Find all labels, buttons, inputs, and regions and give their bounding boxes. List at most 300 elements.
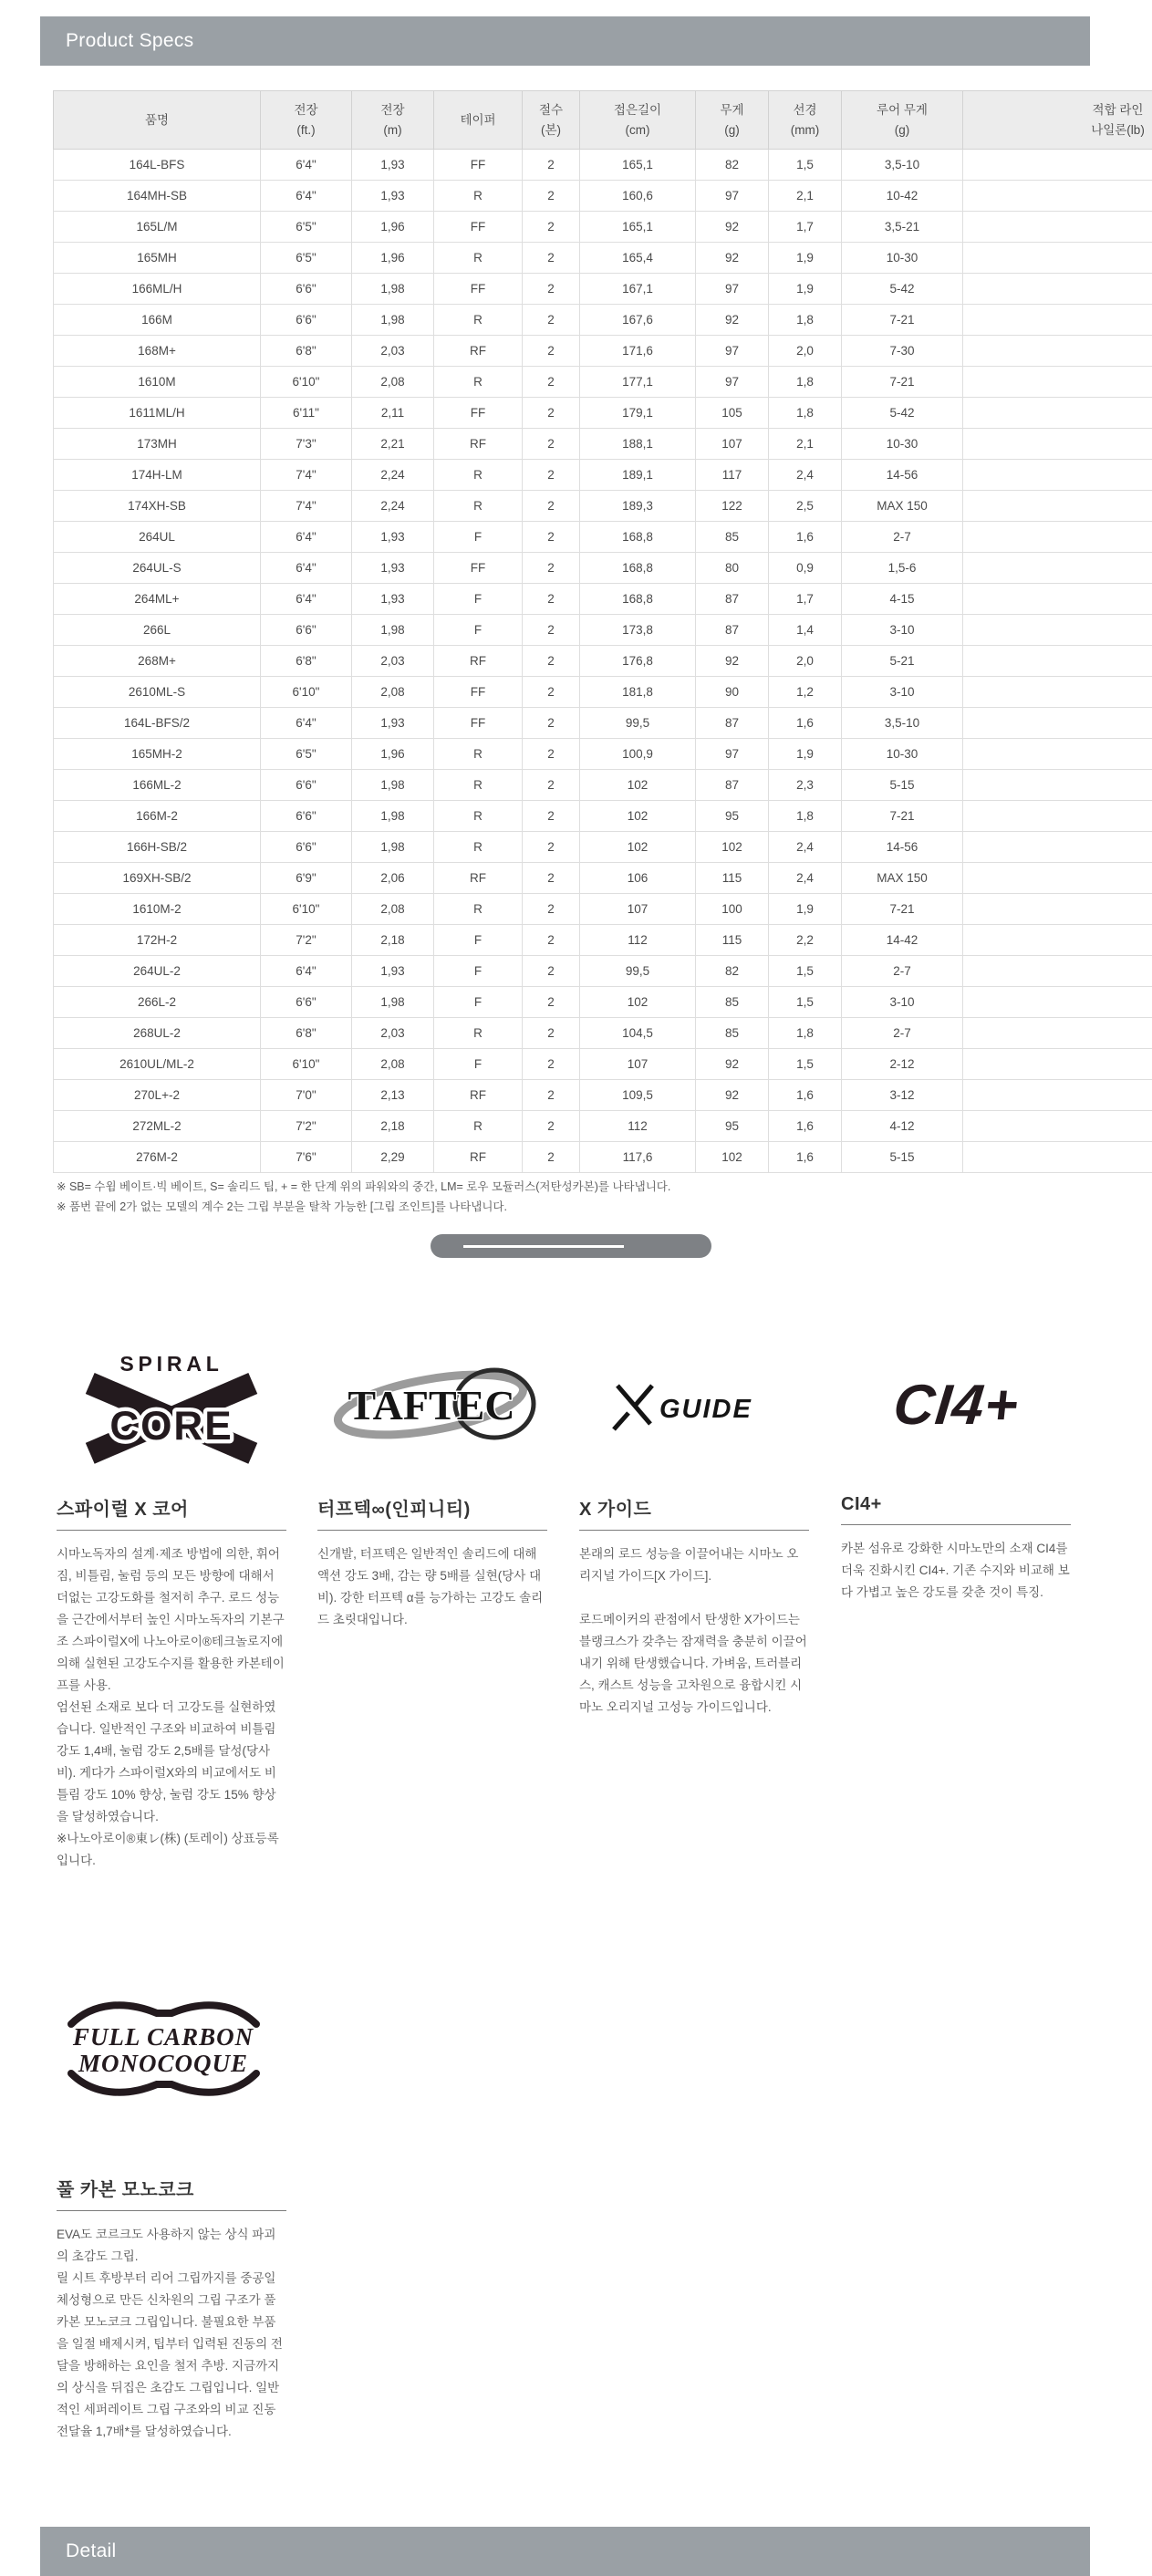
spec-cell: 6'4" (261, 150, 352, 181)
spec-cell: RF (434, 1142, 523, 1173)
spec-cell (963, 491, 1152, 522)
spec-cell: 1,98 (352, 274, 434, 305)
spec-cell: 173,8 (580, 615, 696, 646)
spec-cell: 2 (523, 243, 580, 274)
table-row (54, 398, 1152, 429)
spec-cell: 7'4" (261, 491, 352, 522)
spec-cell: R (434, 460, 523, 491)
product-specs-header: Product Specs (40, 16, 1090, 66)
column-header-length-m: 전장 (m) (352, 91, 434, 150)
spec-cell: 2 (523, 1080, 580, 1111)
svg-text:MONOCOQUE: MONOCOQUE (78, 2050, 248, 2077)
table-row (54, 677, 1152, 708)
spec-cell: 6'5" (261, 739, 352, 770)
spec-cell: 188,1 (580, 429, 696, 460)
spec-cell: 2610UL/ML-2 (54, 1049, 261, 1080)
spec-cell: 2-7 (842, 522, 963, 553)
spec-cell (963, 832, 1152, 863)
spec-cell: 1,8 (769, 398, 842, 429)
spec-cell: 107 (580, 894, 696, 925)
spec-cell: 2 (523, 336, 580, 367)
detail-header: Detail (40, 2527, 1090, 2576)
spec-cell: 2,4 (769, 460, 842, 491)
spec-cell: 85 (696, 1018, 769, 1049)
spec-cell (963, 367, 1152, 398)
spec-cell: 2 (523, 181, 580, 212)
spec-cell: F (434, 925, 523, 956)
spec-cell: 1,7 (769, 584, 842, 615)
table-row (54, 615, 1152, 646)
spec-cell: 109,5 (580, 1080, 696, 1111)
spec-cell: FF (434, 398, 523, 429)
spec-cell: 2,1 (769, 429, 842, 460)
spec-cell: 2 (523, 770, 580, 801)
spec-cell: 264ML+ (54, 584, 261, 615)
spec-cell: 6'4" (261, 584, 352, 615)
spec-cell: 117,6 (580, 1142, 696, 1173)
spec-cell: 6'6" (261, 801, 352, 832)
spec-cell: R (434, 739, 523, 770)
table-row (54, 584, 1152, 615)
spec-cell: 1,8 (769, 367, 842, 398)
spec-cell: 2610ML-S (54, 677, 261, 708)
spec-cell: 165MH (54, 243, 261, 274)
spec-cell (963, 305, 1152, 336)
spec-cell: 92 (696, 1049, 769, 1080)
spec-cell: 1,98 (352, 615, 434, 646)
spec-cell: 1,96 (352, 243, 434, 274)
spiral-x-core-logo (57, 1341, 286, 1469)
table-row (54, 1018, 1152, 1049)
spec-cell: 166H-SB/2 (54, 832, 261, 863)
spec-cell: 82 (696, 956, 769, 987)
spec-cell: 2,03 (352, 1018, 434, 1049)
spec-cell: 115 (696, 925, 769, 956)
spec-cell: 1,4 (769, 615, 842, 646)
spec-cell: 14-56 (842, 832, 963, 863)
spec-cell: 2 (523, 150, 580, 181)
spec-cell: 6'6" (261, 305, 352, 336)
monocoque-heading: 풀 카본 모노코크 (57, 2175, 286, 2211)
spec-cell: 1,6 (769, 522, 842, 553)
spec-cell: R (434, 801, 523, 832)
spec-cell: 1,93 (352, 181, 434, 212)
spec-cell: 80 (696, 553, 769, 584)
spec-cell: 268M+ (54, 646, 261, 677)
paragraph: ※나노아로이®東レ(株) (토레이) 상표등록입니다. (57, 1828, 286, 1872)
spec-cell: 6'4" (261, 181, 352, 212)
spec-cell: RF (434, 646, 523, 677)
spec-cell: RF (434, 1080, 523, 1111)
svg-text:SPIRAL: SPIRAL (119, 1352, 223, 1376)
spec-cell: 14-56 (842, 460, 963, 491)
spec-cell: 0,9 (769, 553, 842, 584)
spec-cell: 92 (696, 646, 769, 677)
spec-cell: 2,24 (352, 491, 434, 522)
spec-cell: 90 (696, 677, 769, 708)
spec-cell: 181,8 (580, 677, 696, 708)
spec-cell: 100 (696, 894, 769, 925)
table-row (54, 646, 1152, 677)
spec-cell: 5-42 (842, 398, 963, 429)
spec-cell: 7'3" (261, 429, 352, 460)
column-header-length-ft: 전장 (ft.) (261, 91, 352, 150)
table-row (54, 987, 1152, 1018)
scrollbar-stripe (463, 1245, 624, 1248)
column-header-tip-dia: 선경 (mm) (769, 91, 842, 150)
spec-cell: 1,98 (352, 801, 434, 832)
spec-cell: 7'4" (261, 460, 352, 491)
spec-cell: 99,5 (580, 708, 696, 739)
spec-table (53, 90, 1152, 1173)
taftec-logo (317, 1341, 547, 1469)
spec-cell: 14-42 (842, 925, 963, 956)
spec-cell: R (434, 181, 523, 212)
table-row (54, 336, 1152, 367)
paragraph: 카본 섬유로 강화한 시마노만의 소재 CI4를 더욱 진화시킨 CI4+. 기존 수지와 비교해 보다 가볍고 높은 강도를 갖춘 것이 특징. (841, 1538, 1071, 1604)
spec-cell: 1,93 (352, 150, 434, 181)
spec-cell: 2 (523, 584, 580, 615)
spec-table-scroll-area[interactable] (53, 90, 1152, 1173)
spec-cell: RF (434, 336, 523, 367)
spec-cell: 179,1 (580, 398, 696, 429)
feature-heading: CI4+ (841, 1494, 1071, 1525)
table-row (54, 305, 1152, 336)
spec-cell: 2-12 (842, 1049, 963, 1080)
spec-cell: 87 (696, 708, 769, 739)
spec-cell: 6'8" (261, 1018, 352, 1049)
spec-cell: 2 (523, 894, 580, 925)
spec-cell: 1,5 (769, 956, 842, 987)
spec-cell (963, 398, 1152, 429)
spec-cell: 2,03 (352, 646, 434, 677)
table-row (54, 1049, 1152, 1080)
spec-cell: 1,93 (352, 584, 434, 615)
spec-cell: 166M-2 (54, 801, 261, 832)
spec-cell: FF (434, 274, 523, 305)
spec-cell (963, 956, 1152, 987)
spec-cell: F (434, 987, 523, 1018)
spec-cell: 266L (54, 615, 261, 646)
spec-cell: 1,2 (769, 677, 842, 708)
spec-cell: 165MH-2 (54, 739, 261, 770)
spec-cell: 1,8 (769, 305, 842, 336)
spec-cell: 87 (696, 615, 769, 646)
table-row (54, 1111, 1152, 1142)
spec-cell: 6'10" (261, 677, 352, 708)
table-row (54, 522, 1152, 553)
feature-body (317, 1543, 547, 1631)
spec-cell: 85 (696, 987, 769, 1018)
spec-cell: 6'4" (261, 522, 352, 553)
footnote-line: ※ 품번 끝에 2가 없는 모델의 계수 2는 그립 부분을 탈착 가능한 [그립 조인트]를 나타냅니다. (57, 1197, 670, 1217)
table-row (54, 274, 1152, 305)
spec-cell: R (434, 894, 523, 925)
spec-cell: 2,13 (352, 1080, 434, 1111)
spec-cell: MAX 150 (842, 863, 963, 894)
spec-cell: 102 (696, 1142, 769, 1173)
spec-cell (963, 212, 1152, 243)
spec-cell: R (434, 1111, 523, 1142)
spec-cell: 2 (523, 677, 580, 708)
spec-cell: 2 (523, 491, 580, 522)
spec-cell: 1,5-6 (842, 553, 963, 584)
table-footnotes (57, 1177, 670, 1217)
spec-cell: F (434, 956, 523, 987)
spec-cell: 6'4" (261, 956, 352, 987)
spec-cell: 1,9 (769, 243, 842, 274)
feature-body (579, 1543, 809, 1719)
spec-cell: 7-21 (842, 801, 963, 832)
spec-cell: 1,5 (769, 1049, 842, 1080)
table-row (54, 863, 1152, 894)
spec-cell: 6'10" (261, 367, 352, 398)
spec-cell: 1,5 (769, 987, 842, 1018)
spec-cell: 1,93 (352, 553, 434, 584)
spec-cell: 1,6 (769, 708, 842, 739)
spec-cell: 2,1 (769, 181, 842, 212)
spec-cell: 7'2" (261, 925, 352, 956)
spec-cell: 2,4 (769, 863, 842, 894)
feature-heading: 스파이럴 X 코어 (57, 1494, 286, 1531)
spec-cell: FF (434, 553, 523, 584)
spec-cell: 4-15 (842, 584, 963, 615)
spec-cell: 6'10" (261, 894, 352, 925)
spec-cell: 2,0 (769, 646, 842, 677)
spec-cell: 6'6" (261, 274, 352, 305)
svg-text:CORE: CORE (109, 1404, 233, 1449)
spec-cell: 5-21 (842, 646, 963, 677)
spec-cell: 5-15 (842, 770, 963, 801)
spec-cell: 100,9 (580, 739, 696, 770)
spec-cell: 115 (696, 863, 769, 894)
spec-cell: 4-12 (842, 1111, 963, 1142)
spec-cell: 1,9 (769, 274, 842, 305)
table-row (54, 739, 1152, 770)
spec-cell: 189,3 (580, 491, 696, 522)
spec-cell: 164L-BFS (54, 150, 261, 181)
spec-cell (963, 243, 1152, 274)
spec-cell (963, 553, 1152, 584)
spec-cell: 166ML/H (54, 274, 261, 305)
spec-cell: 1,8 (769, 801, 842, 832)
spec-cell: 2,08 (352, 677, 434, 708)
spec-cell: 82 (696, 150, 769, 181)
ci4-logo (841, 1341, 1071, 1469)
spec-cell: 2 (523, 925, 580, 956)
ci4-logo-text: CI4+ (890, 1373, 1022, 1438)
spec-cell: 1,7 (769, 212, 842, 243)
column-header-sections: 절수 (본) (523, 91, 580, 150)
spec-cell: 270L+-2 (54, 1080, 261, 1111)
spec-cell: 189,1 (580, 460, 696, 491)
spec-cell: 2 (523, 522, 580, 553)
table-row (54, 181, 1152, 212)
feature-taftec (317, 1341, 547, 1631)
spec-cell: 97 (696, 274, 769, 305)
spec-cell: R (434, 1018, 523, 1049)
spec-cell: 97 (696, 367, 769, 398)
spec-cell: 2,24 (352, 460, 434, 491)
x-guide-logo (579, 1341, 809, 1469)
spec-cell: 1,6 (769, 1142, 842, 1173)
monocoque-body (57, 2224, 286, 2443)
feature-body (57, 1543, 286, 1872)
spec-cell: 92 (696, 243, 769, 274)
spec-cell: 2-7 (842, 1018, 963, 1049)
spec-cell (963, 181, 1152, 212)
spec-cell: 177,1 (580, 367, 696, 398)
spec-cell (963, 925, 1152, 956)
table-row (54, 1080, 1152, 1111)
taftec-icon (326, 1359, 540, 1450)
spec-cell: 117 (696, 460, 769, 491)
table-row (54, 553, 1152, 584)
spec-cell: 2 (523, 708, 580, 739)
table-row (54, 212, 1152, 243)
spec-cell: 6'5" (261, 212, 352, 243)
spec-cell: 6'6" (261, 615, 352, 646)
spec-cell: 2 (523, 1049, 580, 1080)
spec-cell: 7-21 (842, 367, 963, 398)
spec-cell: 2,3 (769, 770, 842, 801)
spec-cell: 87 (696, 584, 769, 615)
spec-cell: 6'5" (261, 243, 352, 274)
spec-cell: 95 (696, 1111, 769, 1142)
spec-cell: 166ML-2 (54, 770, 261, 801)
spec-cell (963, 770, 1152, 801)
spec-cell: 264UL-2 (54, 956, 261, 987)
paragraph: EVA도 코르크도 사용하지 않는 상식 파괴의 초감도 그립. (57, 2224, 286, 2268)
spec-cell: 102 (580, 832, 696, 863)
horizontal-scrollbar-thumb[interactable] (431, 1234, 711, 1258)
spec-cell: 1,5 (769, 150, 842, 181)
spec-cell: 173MH (54, 429, 261, 460)
spec-cell: 92 (696, 305, 769, 336)
spec-cell: 7-30 (842, 336, 963, 367)
spec-cell: 2,0 (769, 336, 842, 367)
spec-cell: 6'4" (261, 553, 352, 584)
spec-cell: 264UL-S (54, 553, 261, 584)
spec-cell: 92 (696, 212, 769, 243)
spec-cell: FF (434, 212, 523, 243)
spec-cell: FF (434, 708, 523, 739)
spec-cell: 87 (696, 770, 769, 801)
table-row (54, 367, 1152, 398)
table-row (54, 491, 1152, 522)
spec-cell: 165L/M (54, 212, 261, 243)
paragraph: 시마노독자의 설계·제조 방법에 의한, 휘어짐, 비틀림, 눌럼 등의 모든 방향에 대해서 더없는 고강도화를 철저히 추구. 로드 성능을 근간에서부터 높인 시마노독자의 기본구조 스파이럴X에 나노아로이®테크놀로지에 의해 실현된 고강도수지를 활용한 카본테이프를 사용. (57, 1543, 286, 1697)
spec-cell: 1,6 (769, 1111, 842, 1142)
spec-cell: 3,5-21 (842, 212, 963, 243)
spec-cell: 3-10 (842, 615, 963, 646)
spec-cell: 2 (523, 739, 580, 770)
feature-x-guide (579, 1341, 809, 1719)
spec-cell: R (434, 367, 523, 398)
spec-cell: 168M+ (54, 336, 261, 367)
spec-cell: 6'6" (261, 770, 352, 801)
spec-cell: 5-42 (842, 274, 963, 305)
spec-cell: 160,6 (580, 181, 696, 212)
table-row (54, 801, 1152, 832)
spec-cell: F (434, 584, 523, 615)
table-row (54, 956, 1152, 987)
spec-cell: 2,08 (352, 1049, 434, 1080)
spec-cell (963, 1142, 1152, 1173)
spec-cell: 99,5 (580, 956, 696, 987)
svg-text:GUIDE: GUIDE (659, 1395, 752, 1424)
spec-cell: 2 (523, 615, 580, 646)
spec-cell (963, 336, 1152, 367)
spec-cell: 2,18 (352, 925, 434, 956)
spec-cell: MAX 150 (842, 491, 963, 522)
spec-cell: 7'0" (261, 1080, 352, 1111)
spec-cell: 2 (523, 987, 580, 1018)
column-header-closed-length: 접은길이 (cm) (580, 91, 696, 150)
spec-cell: 166M (54, 305, 261, 336)
spec-cell: 2 (523, 212, 580, 243)
spec-cell: 2,08 (352, 367, 434, 398)
spec-cell: 168,8 (580, 584, 696, 615)
svg-text:TAFTEC: TAFTEC (348, 1382, 514, 1428)
spec-cell: FF (434, 677, 523, 708)
spec-cell: 10-30 (842, 243, 963, 274)
spec-cell: 6'4" (261, 708, 352, 739)
spec-cell: F (434, 615, 523, 646)
column-header-taper: 테이퍼 (434, 91, 523, 150)
spec-cell: 112 (580, 925, 696, 956)
spec-cell: 1,93 (352, 522, 434, 553)
spec-cell: 6'11" (261, 398, 352, 429)
spec-cell: R (434, 770, 523, 801)
spec-cell (963, 987, 1152, 1018)
spec-cell: RF (434, 863, 523, 894)
spec-cell: 1,93 (352, 708, 434, 739)
spec-cell: 2 (523, 956, 580, 987)
spec-cell: 1610M (54, 367, 261, 398)
spec-cell: 2,5 (769, 491, 842, 522)
spec-cell: 164MH-SB (54, 181, 261, 212)
feature-spiral-x-core (57, 1341, 286, 1872)
spec-cell: 1,98 (352, 987, 434, 1018)
spec-cell: 2 (523, 1018, 580, 1049)
spec-cell: 10-42 (842, 181, 963, 212)
spec-cell (963, 522, 1152, 553)
spec-cell: 272ML-2 (54, 1111, 261, 1142)
table-row (54, 460, 1152, 491)
spec-cell: 102 (580, 987, 696, 1018)
table-header-row (54, 91, 1152, 150)
spec-cell: 97 (696, 181, 769, 212)
spec-cell: 92 (696, 1080, 769, 1111)
column-header-name: 품명 (54, 91, 261, 150)
spec-cell: 165,1 (580, 150, 696, 181)
full-carbon-monocoque-section (57, 1993, 286, 2443)
table-row (54, 243, 1152, 274)
spec-cell: FF (434, 150, 523, 181)
spec-cell: 1,96 (352, 212, 434, 243)
spec-cell: 2 (523, 305, 580, 336)
spec-cell: 112 (580, 1111, 696, 1142)
spec-cell: 172H-2 (54, 925, 261, 956)
spec-cell: 2 (523, 863, 580, 894)
footnote-line: ※ SB= 수윔 베이트·빅 베이트, S= 솔리드 팁, + = 한 단계 위의 파워와의 중간, LM= 로우 모듈러스(저탄성카본)를 나타냅니다. (57, 1177, 670, 1197)
spec-cell: R (434, 243, 523, 274)
table-row (54, 832, 1152, 863)
spec-cell: 105 (696, 398, 769, 429)
spec-cell (963, 584, 1152, 615)
spec-cell (963, 677, 1152, 708)
